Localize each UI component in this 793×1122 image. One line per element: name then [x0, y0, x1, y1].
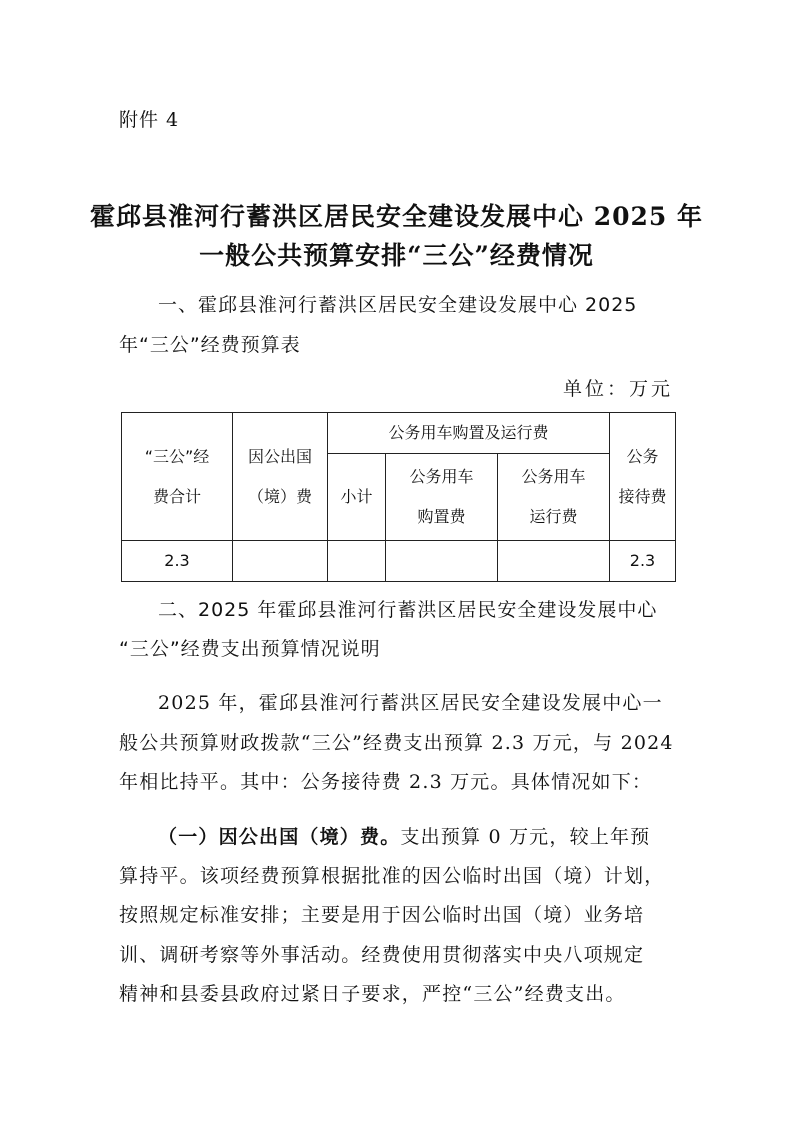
cell-vehicle-operation [498, 541, 610, 582]
cell-reception: 2.3 [610, 541, 676, 582]
header-vehicle-purchase [386, 454, 498, 541]
header-vehicle-purchase-line-1: 公务用车 [409, 467, 474, 486]
header-abroad [233, 413, 328, 541]
budget-table [121, 412, 676, 582]
header-abroad-line-2: （境）费 [247, 486, 312, 506]
paragraph-2-line-3: 按照规定标准安排；主要是用于因公临时出国（境）业务培 [119, 904, 645, 926]
header-total-line-2: 费合计 [152, 486, 201, 506]
document-title-line-1: 霍邱县淮河行蓄洪区居民安全建设发展中心 2025 年 [90, 202, 703, 231]
header-vehicle-purchase-line-2: 购置费 [417, 507, 466, 526]
unit-label: 单位：万元 [562, 378, 673, 400]
paragraph-2-line-5: 精神和县委县政府过紧日子要求，严控“三公”经费支出。 [119, 983, 626, 1005]
header-reception [610, 413, 676, 541]
header-vehicle-operation-line-2: 运行费 [529, 507, 578, 526]
cell-vehicle-purchase [386, 541, 498, 582]
paragraph-1-line-3: 年相比持平。其中：公务接待费 2.3 万元。具体情况如下： [119, 771, 653, 793]
header-vehicle: 公务用车购置及运行费 [328, 413, 610, 454]
header-total-line-1: “三公”经 [144, 446, 210, 466]
header-total [122, 413, 233, 541]
document-title-line-2: 一般公共预算安排“三公”经费情况 [199, 241, 594, 270]
header-reception-line-1: 公务 [626, 446, 659, 466]
paragraph-2-line-2: 算持平。该项经费预算根据批准的因公临时出国（境）计划， [119, 865, 665, 887]
paragraph-2-line-1-rest: 支出预算 0 万元，较上年预 [400, 826, 651, 848]
section-1-heading-line-1: 一、霍邱县淮河行蓄洪区居民安全建设发展中心 2025 [158, 294, 638, 316]
paragraph-1-line-1: 2025 年，霍邱县淮河行蓄洪区居民安全建设发展中心一 [158, 692, 663, 714]
cell-subtotal [328, 541, 386, 582]
paragraph-2-bold-heading: （一）因公出国（境）费。 [158, 826, 401, 848]
section-2-heading-line-2: “三公”经费支出预算情况说明 [119, 638, 381, 660]
header-reception-line-2: 接待费 [618, 486, 667, 506]
section-2-heading-line-1: 二、2025 年霍邱县淮河行蓄洪区居民安全建设发展中心 [158, 599, 658, 621]
paragraph-2-line-4: 训、调研考察等外事活动。经费使用贯彻落实中央八项规定 [119, 944, 645, 966]
cell-abroad [233, 541, 328, 582]
header-vehicle-operation-line-1: 公务用车 [521, 467, 586, 486]
header-abroad-line-1: 因公出国 [247, 446, 312, 466]
cell-total: 2.3 [122, 541, 233, 582]
paragraph-2-line-1 [158, 822, 650, 849]
attachment-label: 附件 4 [119, 109, 180, 131]
header-subtotal: 小计 [328, 454, 386, 541]
section-1-heading-line-2: 年“三公”经费预算表 [119, 334, 301, 356]
paragraph-1-line-2: 般公共预算财政拨款“三公”经费支出预算 2.3 万元，与 2024 [119, 732, 674, 754]
header-vehicle-operation [498, 454, 610, 541]
